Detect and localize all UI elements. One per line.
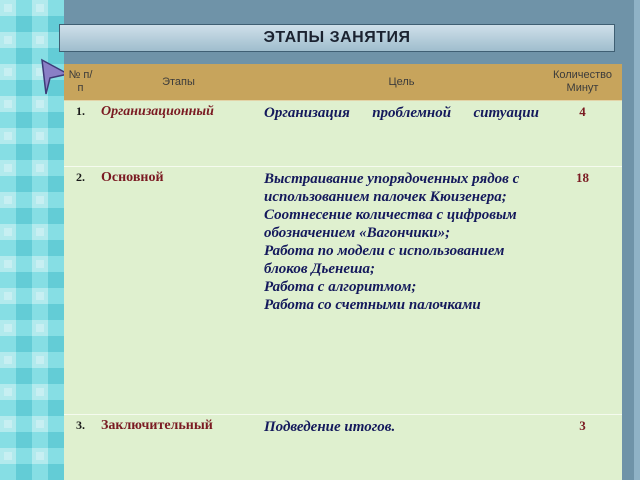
goal-line: Работа с алгоритмом;: [264, 279, 417, 295]
goal-line: Выстраивание упорядоченных рядов с использованием палочек Кюизенера;: [264, 171, 520, 205]
row-stage: Основной: [97, 167, 260, 415]
stages-table: [64, 64, 622, 480]
row-minutes: 4: [543, 101, 622, 167]
row-stage: Организационный: [97, 101, 260, 167]
row-stage: Заключительный: [97, 415, 260, 480]
table-row: [64, 167, 622, 415]
header-goal: Цель: [260, 64, 543, 101]
table-row: [64, 101, 622, 167]
row-goal: [260, 167, 543, 415]
row-num: 2.: [64, 167, 97, 415]
decorative-right-edge: [634, 0, 640, 480]
row-num: 3.: [64, 415, 97, 480]
header-stage: Этапы: [97, 64, 260, 101]
goal-line: Соотнесение количества с цифровым обозначением «Вагончики»;: [264, 207, 517, 241]
row-goal: [260, 415, 543, 480]
header-minutes: Количество Минут: [543, 64, 622, 101]
goal-line: Работа со счетными палочками: [264, 297, 481, 313]
row-goal: [260, 101, 543, 167]
goal-line: Подведение итогов.: [264, 419, 396, 435]
table-row: [64, 415, 622, 480]
page-title: ЭТАПЫ ЗАНЯТИЯ: [59, 24, 615, 52]
table-header-row: [64, 64, 622, 101]
goal-line: Организация проблемной ситуации: [264, 105, 539, 121]
row-minutes: 3: [543, 415, 622, 480]
row-minutes: 18: [543, 167, 622, 415]
goal-line: Работа по модели с использованием блоков Дьенеша;: [264, 243, 505, 277]
header-num: № п/п: [64, 64, 97, 101]
row-num: 1.: [64, 101, 97, 167]
